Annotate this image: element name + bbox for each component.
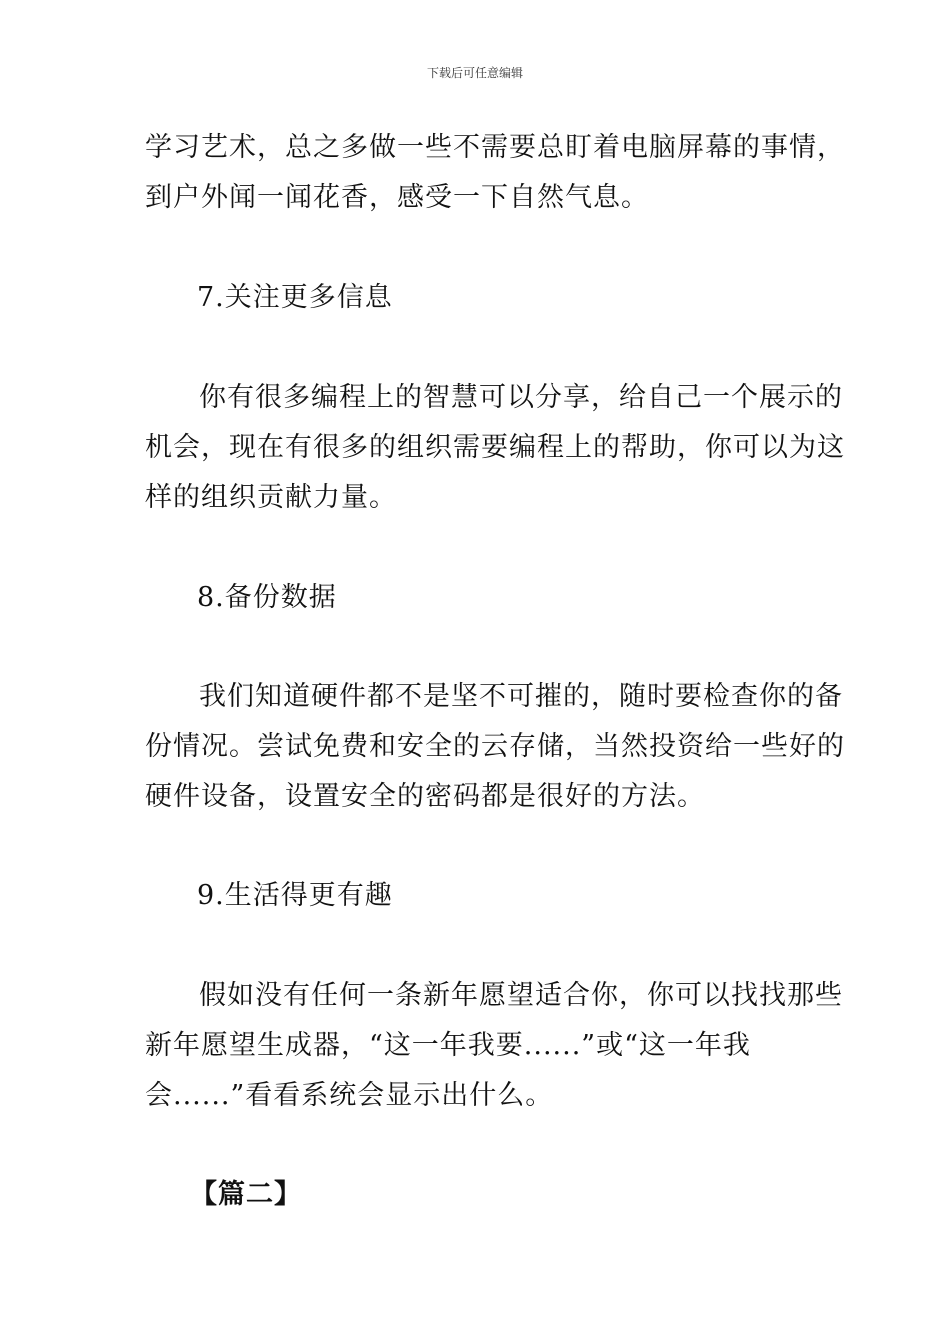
paragraph-line: 样的组织贡献力量。	[145, 482, 397, 513]
paragraph-line: 会......”看看系统会显示出什么。	[145, 1080, 554, 1111]
paragraph-line: 到户外闻一闻花香，感受一下自然气息。	[145, 182, 649, 213]
part-two-label: 【篇二】	[190, 1179, 302, 1210]
paragraph-line: 假如没有任何一条新年愿望适合你，你可以找找那些	[199, 980, 843, 1011]
paragraph-intro	[145, 123, 845, 223]
section-9-heading: 9.生活得更有趣	[197, 880, 393, 911]
section-8-paragraph	[145, 672, 845, 822]
section-7-heading: 7.关注更多信息	[197, 282, 393, 313]
section-8-heading: 8.备份数据	[197, 582, 337, 613]
paragraph-line: 新年愿望生成器，“这一年我要......”或“这一年我	[145, 1030, 751, 1061]
page-header: 下载后可任意编辑	[426, 66, 523, 80]
paragraph-line: 学习艺术，总之多做一些不需要总盯着电脑屏幕的事情，	[145, 132, 845, 163]
paragraph-line: 份情况。尝试免费和安全的云存储，当然投资给一些好的	[145, 731, 845, 762]
paragraph-line: 我们知道硬件都不是坚不可摧的，随时要检查你的备	[199, 681, 843, 712]
paragraph-line: 机会，现在有很多的组织需要编程上的帮助，你可以为这	[145, 432, 845, 463]
section-9-paragraph	[145, 971, 843, 1121]
section-7-paragraph	[145, 373, 845, 523]
paragraph-line: 硬件设备，设置安全的密码都是很好的方法。	[145, 781, 705, 812]
paragraph-line: 你有很多编程上的智慧可以分享，给自己一个展示的	[199, 382, 843, 413]
